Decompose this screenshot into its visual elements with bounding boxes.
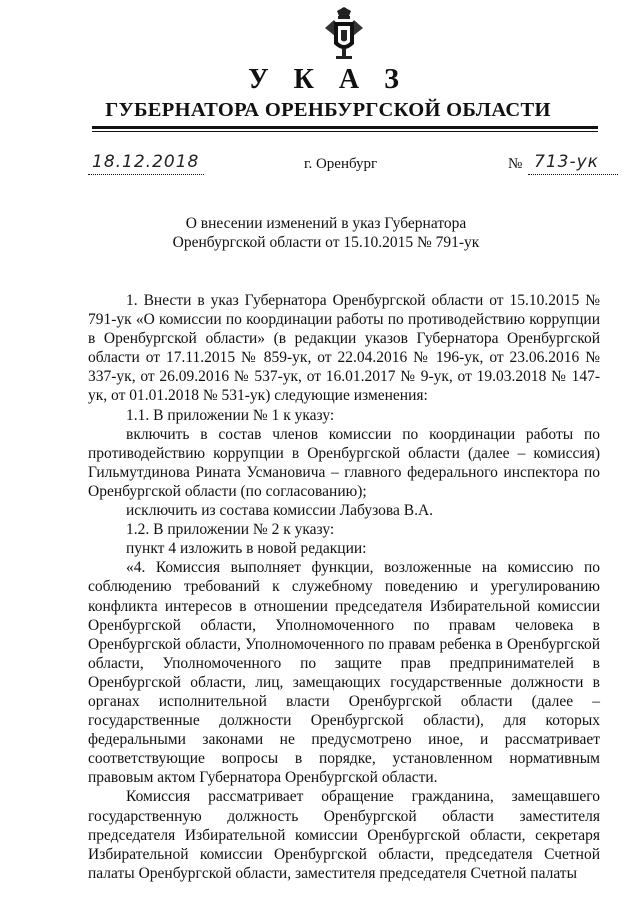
header-divider — [92, 126, 598, 129]
paragraph-include: включить в состав членов комиссии по координации работы по противодействию коррупции в Оренбургской области (далее – комиссия) Гильмутдинова Рината Усмановича – главного федерального инспектора по Оренбургской области (по согласованию); — [88, 425, 600, 500]
paragraph-commission: Комиссия рассматривает обращение гражданина, замещавшего государственную должность Оренбургской области заместителя председателя Избирательной комиссии Оренбургской области, секретаря Избирательной комиссии Оренбургской области, председателя Счетной палаты Оренбургской области, заместителя председателя Счетной палаты — [88, 788, 600, 882]
paragraph-1-1: 1.1. В приложении № 1 к указу: — [126, 406, 335, 424]
decree-subject — [0, 214, 640, 252]
paragraph-1-2: 1.2. В приложении № 2 к указу: — [126, 521, 335, 539]
paragraph-item-4: «4. Комиссия выполняет функции, возложенные на комиссию по соблюдению требований к служебному поведению и урегулированию конфликта интересов в отношении председателя Избирательной комиссии Оренбургской области, Уполномоченного по правам человека в Оренбургской области, Уполномоченного по правам ребенка в Оренбургской области, Уполномоченного по защите прав предпринимателей в Оренбургской области, лиц, замещающих государственные должности в органах исполнительной власти Оренбургской области (далее – государственные должности Оренбургской области), для которых федеральными законами не предусмотрено иное, и рассматривает соответствующие вопросы в порядке, установленном нормативным правовым актом Губернатора Оренбургской области. — [88, 559, 600, 787]
coat-of-arms-emblem — [322, 6, 366, 62]
subject-line-1: О внесении изменений в указ Губернатора — [185, 215, 467, 232]
paragraph-1: 1. Внести в указ Губернатора Оренбургской области от 15.10.2015 № 791-ук «О комиссии по координации работы по противодействию коррупции в Оренбургской области» (в редакции указов Губернатора Оренбургской области от 17.11.2015 № 859-ук, от 22.04.2016 № 196-ук, от 23.06.2016 № 337-ук, от 26.09.2016 № 537-ук, от 16.01.2017 № 9-ук, от 19.03.2018 № 147-ук, от 01.01.2018 № 531-ук) следующие изменения: — [88, 292, 600, 405]
header-divider-thin — [92, 131, 598, 132]
paragraph-item-4-intro: пункт 4 изложить в новой редакции: — [126, 540, 367, 558]
subject-line-2: Оренбургской области от 15.10.2015 № 791-ук — [172, 234, 480, 251]
decree-body — [88, 291, 600, 883]
number-sign: № — [508, 156, 523, 172]
city-label: г. Оренбург — [304, 156, 378, 172]
decree-issuer: ГУБЕРНАТОРА ОРЕНБУРГСКОЙ ОБЛАСТИ — [105, 99, 551, 121]
paragraph-exclude: исключить из состава комиссии Лабузова В.А. — [126, 502, 434, 520]
date-field — [88, 152, 204, 175]
decree-title: У К А З — [248, 64, 408, 95]
handwritten-number: 713-ук — [534, 152, 599, 172]
number-line — [528, 152, 618, 175]
handwritten-date: 18.12.2018 — [92, 152, 200, 172]
